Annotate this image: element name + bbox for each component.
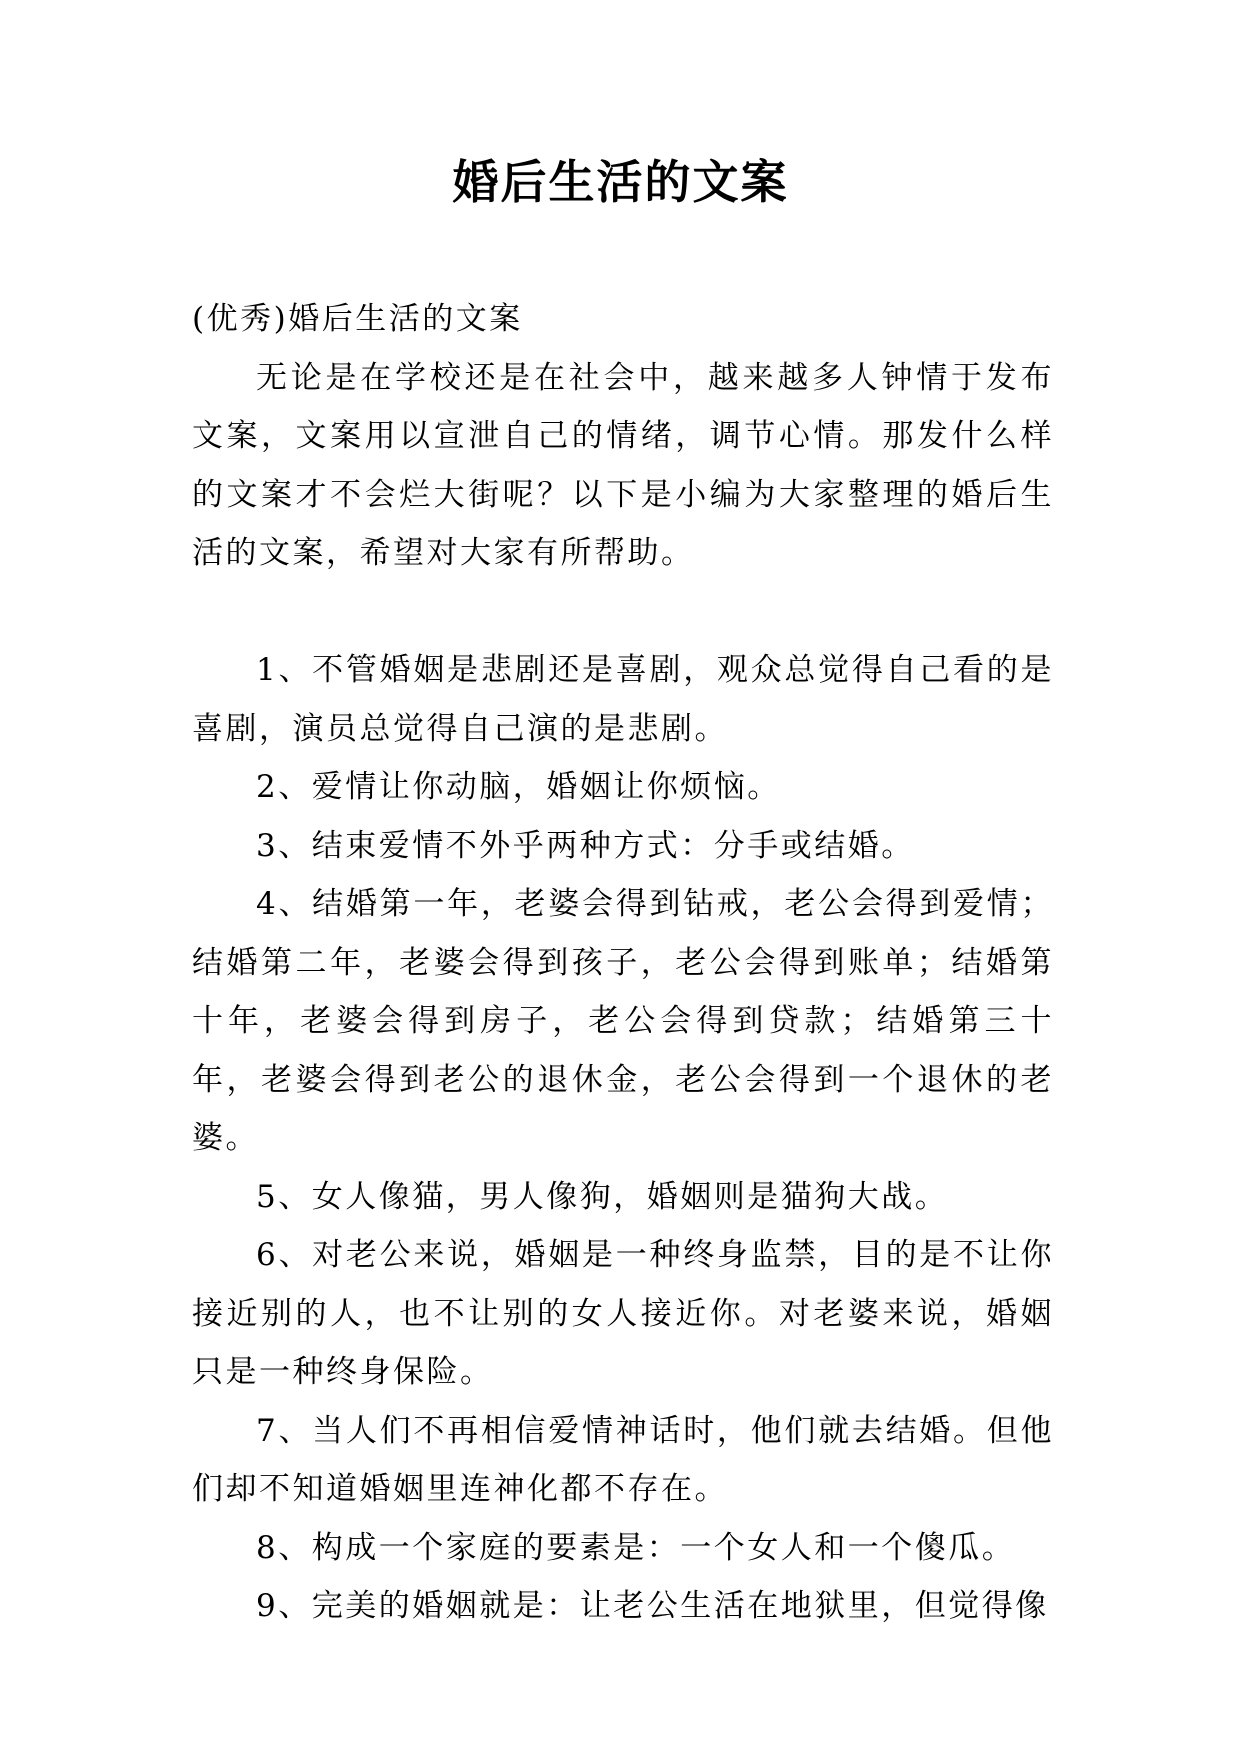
intro-paragraph: 无论是在学校还是在社会中，越来越多人钟情于发布文案，文案用以宣泄自己的情绪，调节心情。那发什么样的文案才不会烂大街呢？以下是小编为大家整理的婚后生活的文案，希望对大家有所帮助。	[192, 359, 1054, 571]
list-item: 7、当人们不再相信爱情神话时，他们就去结婚。但他们却不知道婚姻里连神化都不存在。	[192, 1412, 1054, 1507]
list-item: 4、结婚第一年，老婆会得到钻戒，老公会得到爱情；结婚第二年，老婆会得到孩子，老公会得到账单；结婚第十年，老婆会得到房子，老公会得到贷款；结婚第三十年，老婆会得到老公的退休金，老公会得到一个退休的老婆。	[192, 886, 1054, 1156]
document-subtitle: (优秀)婚后生活的文案	[192, 301, 523, 337]
list-item: 6、对老公来说，婚姻是一种终身监禁，目的是不让你接近别的人，也不让别的女人接近你。对老婆来说，婚姻只是一种终身保险。	[192, 1237, 1054, 1390]
list-item: 1、不管婚姻是悲剧还是喜剧，观众总觉得自己看的是喜剧，演员总觉得自己演的是悲剧。	[192, 652, 1054, 747]
list-item: 9、完美的婚姻就是：让老公生活在地狱里，但觉得像	[256, 1588, 1049, 1624]
list-item: 5、女人像猫，男人像狗，婚姻则是猫狗大战。	[256, 1178, 949, 1215]
list-item: 3、结束爱情不外乎两种方式：分手或结婚。	[256, 827, 915, 864]
paragraph-spacer	[192, 583, 1054, 642]
list-item: 2、爱情让你动脑，婚姻让你烦恼。	[256, 769, 781, 805]
document-body	[192, 290, 1054, 1636]
page-title: 婚后生活的文案	[452, 155, 789, 209]
list-item: 8、构成一个家庭的要素是：一个女人和一个傻瓜。	[256, 1529, 1016, 1566]
